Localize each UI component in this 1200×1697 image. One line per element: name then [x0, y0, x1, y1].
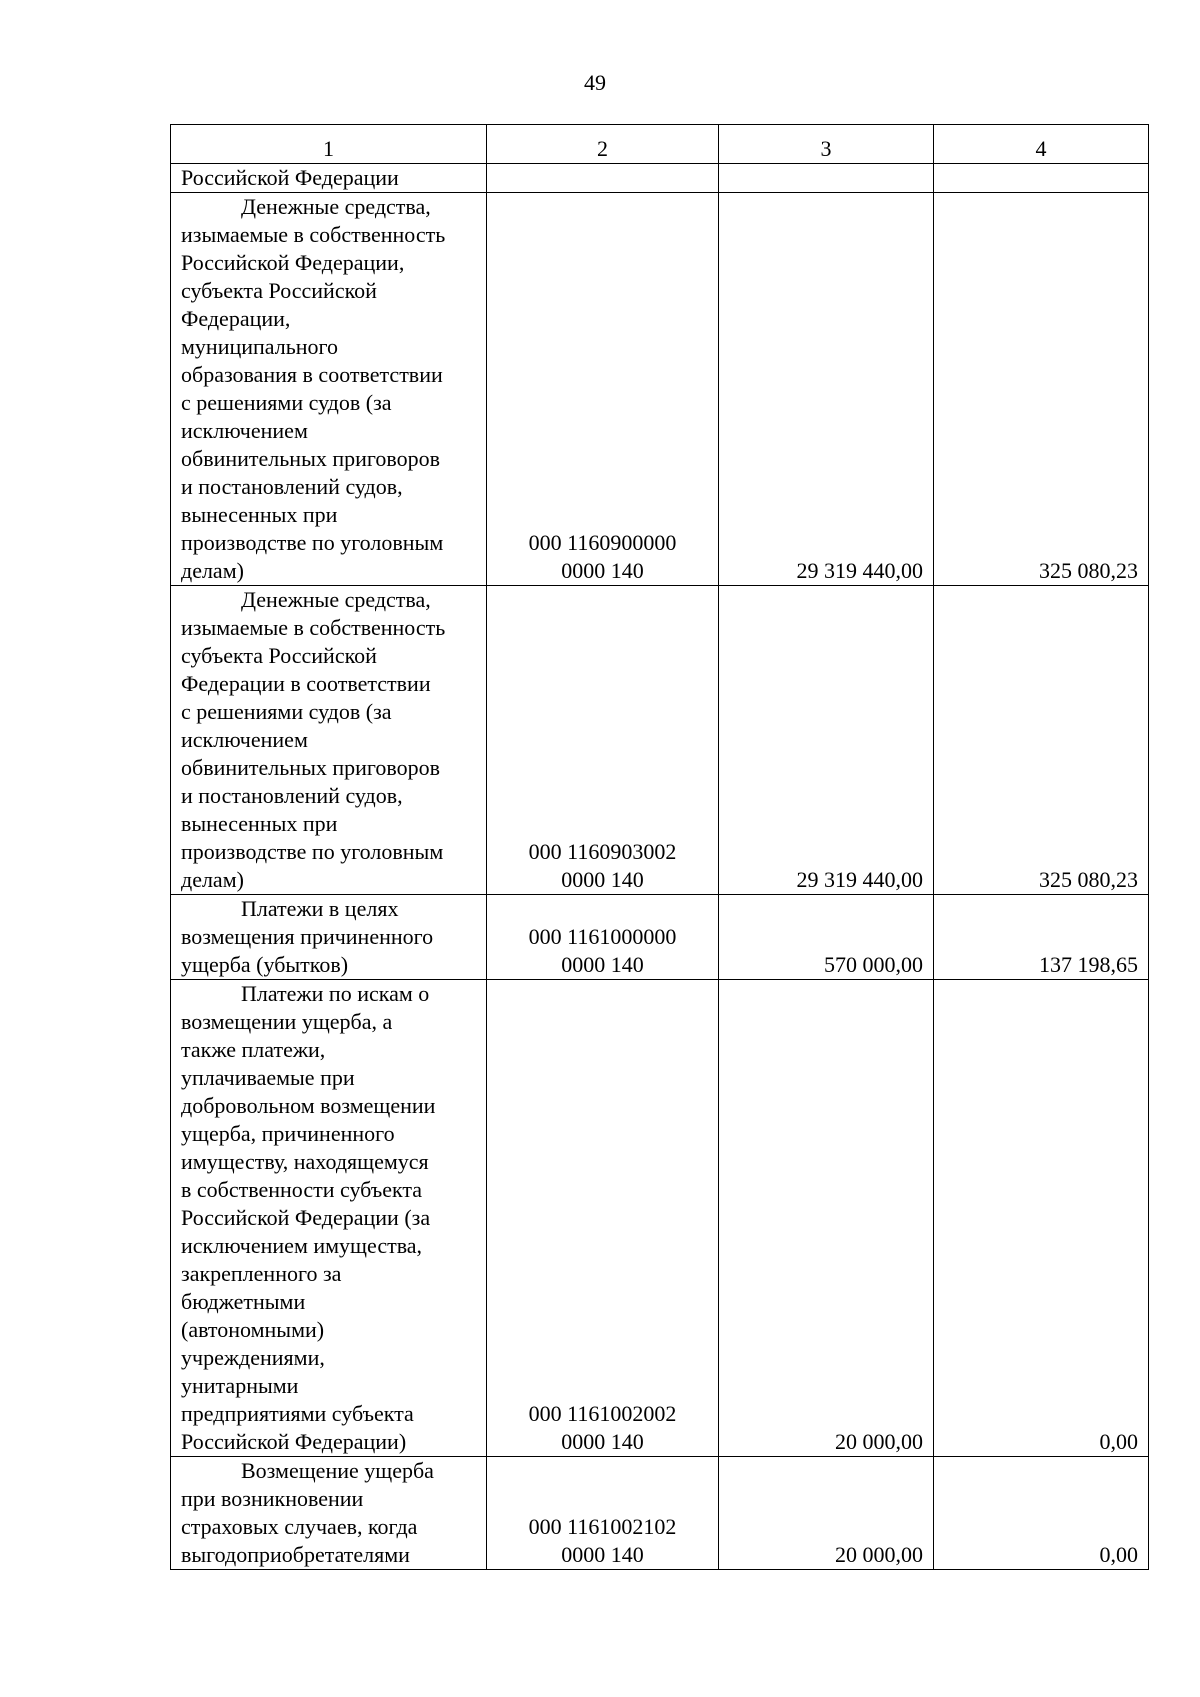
- row-code: 000 1161002002 0000 140: [487, 980, 719, 1457]
- row-name: Российской Федерации: [171, 164, 487, 193]
- row-col3-value: [719, 164, 934, 193]
- row-col4-value: 0,00: [934, 980, 1149, 1457]
- table-row: [171, 164, 1149, 193]
- row-name: Возмещение ущерба при возникновении страховых случаев, когда выгодоприобретателями: [171, 1457, 487, 1570]
- row-col4-value: 325 080,23: [934, 586, 1149, 895]
- row-code: [487, 164, 719, 193]
- row-col3-value: 29 319 440,00: [719, 193, 934, 586]
- column-header-3: 3: [719, 125, 934, 164]
- row-code: 000 1161002102 0000 140: [487, 1457, 719, 1570]
- row-col4-value: 137 198,65: [934, 895, 1149, 980]
- row-col4-value: 0,00: [934, 1457, 1149, 1570]
- row-name: Денежные средства, изымаемые в собственность Российской Федерации, субъекта Российской Федерации, муниципального образования в соответствии с решениями судов (за исключением обвинительных приговоров и постановлений судов, вынесенных при производстве по уголовным делам): [171, 193, 487, 586]
- table-row: [171, 895, 1149, 980]
- table-row: [171, 586, 1149, 895]
- budget-table: [170, 124, 1149, 1570]
- column-header-4: 4: [934, 125, 1149, 164]
- table-row: [171, 980, 1149, 1457]
- row-col3-value: 20 000,00: [719, 980, 934, 1457]
- row-code: 000 1161000000 0000 140: [487, 895, 719, 980]
- page-number: 49: [584, 70, 606, 95]
- row-col4-value: 325 080,23: [934, 193, 1149, 586]
- row-code: 000 1160900000 0000 140: [487, 193, 719, 586]
- row-name: Платежи в целях возмещения причиненного ущерба (убытков): [171, 895, 487, 980]
- column-header-1: 1: [171, 125, 487, 164]
- table-row: [171, 193, 1149, 586]
- row-col4-value: [934, 164, 1149, 193]
- row-col3-value: 29 319 440,00: [719, 586, 934, 895]
- row-col3-value: 570 000,00: [719, 895, 934, 980]
- row-col3-value: 20 000,00: [719, 1457, 934, 1570]
- row-name: Платежи по искам о возмещении ущерба, а также платежи, уплачиваемые при добровольном возмещении ущерба, причиненного имуществу, находящемуся в собственности субъекта Российской Федерации (за исключением имущества, закрепленного за бюджетными (автономными) учреждениями, унитарными предприятиями субъекта Российской Федерации): [171, 980, 487, 1457]
- table-header-row: [171, 125, 1149, 164]
- row-code: 000 1160903002 0000 140: [487, 586, 719, 895]
- table-row: [171, 1457, 1149, 1570]
- column-header-2: 2: [487, 125, 719, 164]
- row-name: Денежные средства, изымаемые в собственность субъекта Российской Федерации в соответствии с решениями судов (за исключением обвинительных приговоров и постановлений судов, вынесенных при производстве по уголовным делам): [171, 586, 487, 895]
